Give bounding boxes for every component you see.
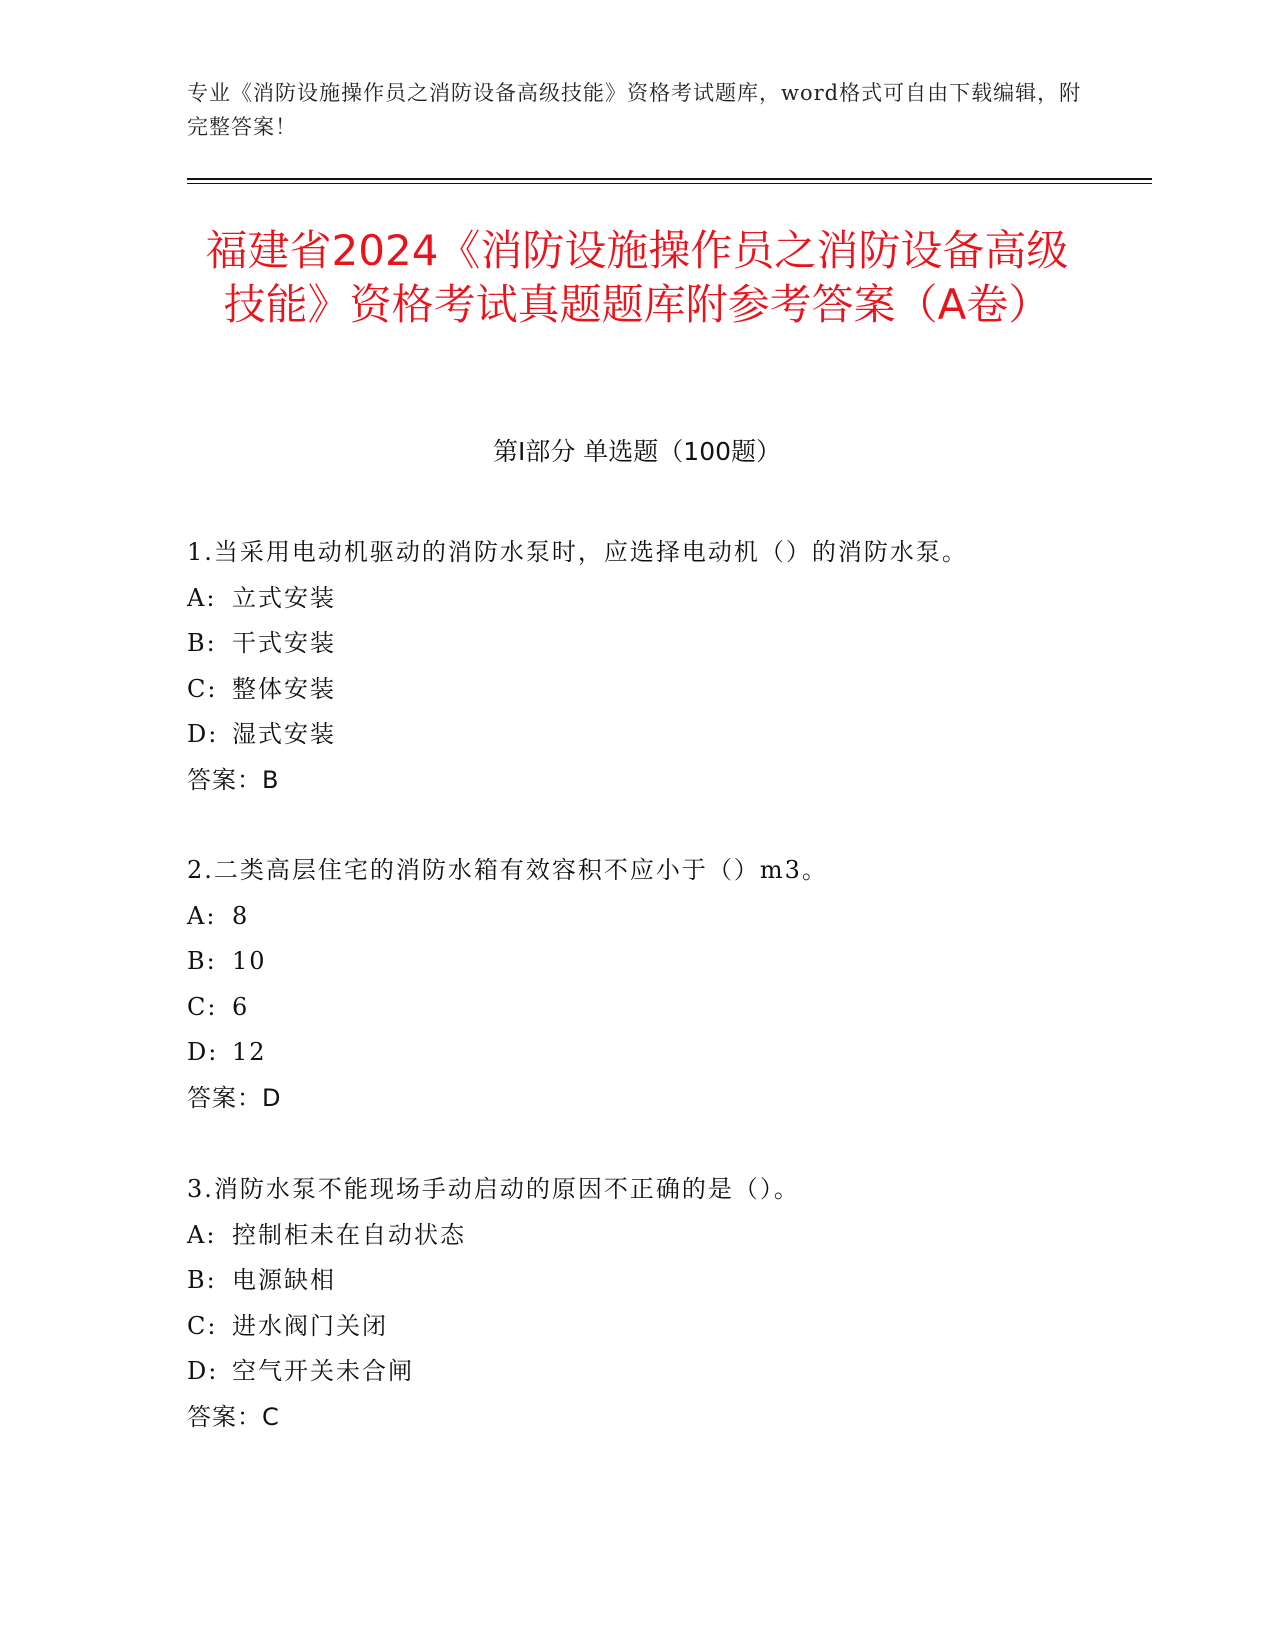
option-a xyxy=(187,576,1147,622)
header-rule-thick xyxy=(187,178,1152,180)
option-b xyxy=(187,1258,1147,1304)
option-letter: C: xyxy=(187,992,218,1021)
option-text: 12 xyxy=(232,1038,267,1066)
option-b xyxy=(187,621,1147,667)
option-b xyxy=(187,939,1147,985)
answer-line xyxy=(187,1076,1147,1122)
question-stem: 1.当采用电动机驱动的消防水泵时，应选择电动机（）的消防水泵。 xyxy=(187,538,968,566)
option-d xyxy=(187,712,1147,758)
question-2 xyxy=(187,848,1147,1121)
option-a xyxy=(187,894,1147,940)
option-c xyxy=(187,667,1147,713)
question-3 xyxy=(187,1167,1147,1440)
option-letter: C: xyxy=(187,1311,218,1340)
option-text: 整体安装 xyxy=(232,674,336,703)
option-d xyxy=(187,1030,1147,1076)
option-letter: B: xyxy=(187,1266,217,1294)
option-text: 干式安装 xyxy=(232,629,336,657)
option-letter: C: xyxy=(187,674,218,703)
option-text: 8 xyxy=(232,901,250,930)
option-letter: D: xyxy=(187,1038,219,1066)
option-text: 空气开关未合闸 xyxy=(232,1357,414,1385)
answer-value: D xyxy=(262,1083,282,1112)
header-note: 专业《消防设施操作员之消防设备高级技能》资格考试题库，word格式可自由下载编辑，附完整答案！ xyxy=(187,81,1082,139)
option-text: 进水阀门关闭 xyxy=(232,1311,388,1340)
answer-line xyxy=(187,1395,1147,1441)
option-letter: B: xyxy=(187,947,217,975)
document-title: 福建省2024《消防设施操作员之消防设备高级技能》资格考试真题题库附参考答案（A卷） xyxy=(205,226,1069,329)
option-text: 湿式安装 xyxy=(232,720,336,748)
question-stem: 3.消防水泵不能现场手动启动的原因不正确的是（）。 xyxy=(187,1175,800,1203)
option-a xyxy=(187,1213,1147,1259)
option-letter: A: xyxy=(187,583,217,612)
answer-value: B xyxy=(262,765,280,794)
option-text: 10 xyxy=(232,947,267,975)
option-letter: D: xyxy=(187,720,219,748)
answer-label: 答案： xyxy=(187,1083,262,1112)
answer-label: 答案： xyxy=(187,765,262,794)
option-letter: D: xyxy=(187,1357,219,1385)
option-c xyxy=(187,1304,1147,1350)
option-text: 6 xyxy=(232,992,250,1021)
option-d xyxy=(187,1349,1147,1395)
option-letter: A: xyxy=(187,1220,217,1249)
answer-label: 答案： xyxy=(187,1402,262,1431)
answer-line xyxy=(187,758,1147,804)
option-letter: B: xyxy=(187,629,217,657)
option-text: 电源缺相 xyxy=(232,1266,336,1294)
option-text: 立式安装 xyxy=(232,583,336,612)
header-rule-thin xyxy=(187,183,1152,184)
question-stem: 2.二类高层住宅的消防水箱有效容积不应小于（）m3。 xyxy=(187,856,828,884)
question-1 xyxy=(187,530,1147,803)
answer-value: C xyxy=(262,1402,280,1431)
option-text: 控制柜未在自动状态 xyxy=(232,1220,466,1249)
option-c xyxy=(187,985,1147,1031)
option-letter: A: xyxy=(187,901,217,930)
section-title: 第I部分 单选题（100题） xyxy=(492,437,782,466)
